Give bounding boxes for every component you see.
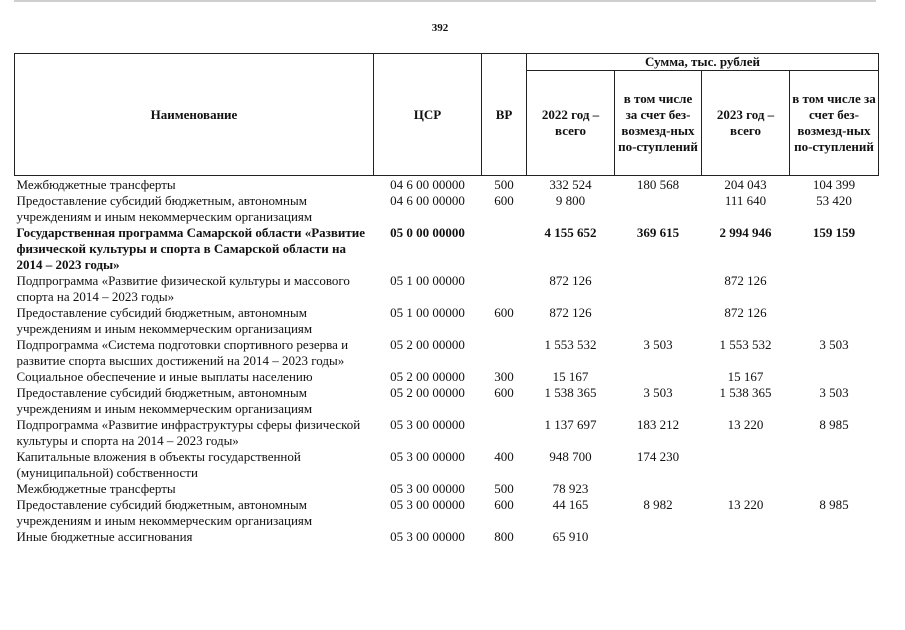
row-2022-total: 4 155 652 [544, 225, 597, 240]
row-2022-total: 1 553 532 [544, 337, 597, 352]
row-2023-total: 13 220 [727, 497, 764, 512]
table-row [15, 481, 879, 497]
row-name: Иные бюджетные ассигнования [16, 529, 193, 544]
row-vr: 600 [494, 385, 514, 400]
row-2022-total: 1 538 365 [544, 385, 597, 400]
table-row [15, 337, 879, 369]
row-vr [482, 273, 527, 305]
row-name: Межбюджетные трансферты [16, 177, 176, 192]
table-row [15, 193, 879, 225]
row-csr: 05 3 00 00000 [390, 417, 465, 432]
header-sum: Сумма, тыс. рублей [527, 54, 879, 71]
row-csr: 05 2 00 00000 [390, 369, 465, 384]
page-number: 392 [431, 22, 449, 34]
row-2022-free: 3 503 [643, 385, 673, 400]
row-csr: 05 3 00 00000 [390, 481, 465, 496]
row-vr: 500 [494, 481, 514, 496]
table-row [15, 385, 879, 417]
row-csr: 05 1 00 00000 [390, 273, 465, 288]
row-csr: 05 3 00 00000 [390, 449, 465, 464]
row-2022-total: 65 910 [552, 529, 589, 544]
row-2022-free [615, 369, 702, 385]
row-2023-total: 2 994 946 [719, 225, 772, 240]
table-row [15, 417, 879, 449]
header-name: Наименование [15, 54, 374, 176]
row-2022-total: 78 923 [552, 481, 589, 496]
row-2022-free [615, 273, 702, 305]
header-2022-free: в том числе за счет без-возмезд-ных по-ступлений [615, 71, 702, 176]
table-row [15, 497, 879, 529]
row-name: Предоставление субсидий бюджетным, автономным учреждениям и иным некоммерческим организациям [16, 497, 313, 528]
row-2022-free: 174 230 [636, 449, 680, 464]
header-row-top [15, 54, 879, 71]
row-2023-total: 1 538 365 [719, 385, 772, 400]
row-2023-total: 1 553 532 [719, 337, 772, 352]
header-2023-total: 2023 год – всего [702, 71, 790, 176]
row-2023-total: 204 043 [724, 177, 767, 192]
row-2022-total: 332 524 [549, 177, 592, 192]
row-2022-free [615, 529, 702, 545]
row-vr: 300 [494, 369, 514, 384]
row-2022-total: 9 800 [555, 193, 586, 208]
row-2023-free [790, 369, 879, 385]
row-2023-total: 15 167 [727, 369, 764, 384]
row-2022-total: 1 137 697 [544, 417, 597, 432]
row-csr: 05 3 00 00000 [390, 529, 465, 544]
row-csr: 05 3 00 00000 [390, 497, 465, 512]
budget-table [14, 53, 879, 545]
table-row [15, 369, 879, 385]
table-row [15, 273, 879, 305]
row-2023-free [790, 273, 879, 305]
row-2022-free [615, 193, 702, 225]
header-2023-free: в том числе за счет без-возмезд-ных по-ступлений [790, 71, 879, 176]
row-2022-total: 44 165 [552, 497, 589, 512]
row-vr: 600 [494, 305, 514, 320]
table-body [15, 176, 879, 546]
row-2023-total [702, 481, 790, 497]
row-name: Капитальные вложения в объекты государственной (муниципальной) собственности [16, 449, 301, 480]
row-2022-total: 872 126 [549, 305, 592, 320]
row-2023-free: 159 159 [812, 225, 856, 240]
row-vr: 500 [494, 177, 514, 192]
row-vr: 400 [494, 449, 514, 464]
header-vr: ВР [482, 54, 527, 176]
row-vr: 600 [494, 497, 514, 512]
row-name: Государственная программа Самарской области «Развитие физической культуры и спорта в Самарской области на 2014 – 2023 годы» [16, 225, 366, 272]
row-2022-total: 15 167 [552, 369, 589, 384]
row-csr: 05 2 00 00000 [390, 337, 465, 352]
header-csr: ЦСР [374, 54, 482, 176]
row-2022-free [615, 305, 702, 337]
row-csr: 05 2 00 00000 [390, 385, 465, 400]
top-rule [14, 0, 876, 2]
row-name: Подпрограмма «Развитие физической культуры и массового спорта на 2014 – 2023 годы» [16, 273, 350, 304]
row-2023-free: 3 503 [819, 337, 849, 352]
table-row [15, 305, 879, 337]
row-2023-free [790, 449, 879, 481]
row-vr: 600 [494, 193, 514, 208]
row-vr [482, 417, 527, 449]
row-2023-free [790, 305, 879, 337]
row-name: Межбюджетные трансферты [16, 481, 176, 496]
table-row [15, 176, 879, 194]
row-name: Предоставление субсидий бюджетным, автономным учреждениям и иным некоммерческим организациям [16, 305, 313, 336]
row-vr [482, 337, 527, 369]
row-2022-free: 8 982 [643, 497, 673, 512]
row-2023-free: 104 399 [812, 177, 856, 192]
row-csr: 04 6 00 00000 [390, 193, 465, 208]
row-name: Предоставление субсидий бюджетным, автономным учреждениям и иным некоммерческим организациям [16, 385, 313, 416]
row-2023-free [790, 481, 879, 497]
row-2023-total [702, 529, 790, 545]
row-2023-free: 8 985 [819, 497, 849, 512]
row-2023-free: 8 985 [819, 417, 849, 432]
row-2023-free [790, 529, 879, 545]
row-2022-free: 3 503 [643, 337, 673, 352]
row-csr: 04 6 00 00000 [390, 177, 465, 192]
row-2023-total: 872 126 [724, 273, 767, 288]
table-row [15, 449, 879, 481]
row-2023-total [702, 449, 790, 481]
row-2023-free: 3 503 [819, 385, 849, 400]
row-2022-free: 369 615 [636, 225, 680, 240]
row-2022-free [615, 481, 702, 497]
table-row [15, 225, 879, 273]
row-name: Социальное обеспечение и иные выплаты населению [16, 369, 313, 384]
row-2023-total: 872 126 [724, 305, 767, 320]
row-2023-total: 111 640 [724, 193, 767, 208]
row-2022-total: 948 700 [549, 449, 592, 464]
row-csr: 05 0 00 00000 [390, 225, 465, 240]
row-2022-free: 183 212 [636, 417, 680, 432]
header-2022-total: 2022 год – всего [527, 71, 615, 176]
row-name: Предоставление субсидий бюджетным, автономным учреждениям и иным некоммерческим организациям [16, 193, 313, 224]
row-name: Подпрограмма «Развитие инфраструктуры сферы физической культуры и спорта на 2014 – 2023 годы» [16, 417, 361, 448]
table-row [15, 529, 879, 545]
row-vr [482, 225, 527, 273]
row-2022-free: 180 568 [636, 177, 680, 192]
row-2023-free: 53 420 [816, 193, 852, 208]
row-2023-total: 13 220 [727, 417, 764, 432]
row-csr: 05 1 00 00000 [390, 305, 465, 320]
row-name: Подпрограмма «Система подготовки спортивного резерва и развитие спорта высших достижений на 2014 – 2023 годы» [16, 337, 349, 368]
row-2022-total: 872 126 [549, 273, 592, 288]
row-vr: 800 [494, 529, 514, 544]
